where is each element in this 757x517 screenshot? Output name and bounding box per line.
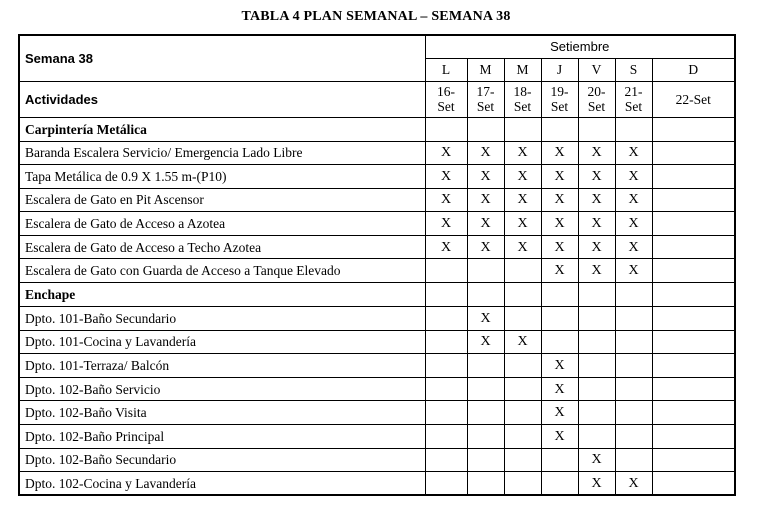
scheduled-mark: X: [578, 141, 615, 165]
empty-cell: [425, 259, 467, 283]
header-row-dates: [19, 81, 735, 117]
scheduled-mark: X: [578, 472, 615, 496]
day-date-top: 17-: [476, 84, 495, 99]
section-title: Carpintería Metálica: [19, 117, 425, 141]
section-title: Enchape: [19, 283, 425, 307]
month-header: Setiembre: [425, 35, 735, 58]
table-row: [19, 425, 735, 449]
day-date-4: [578, 81, 615, 117]
empty-cell: [652, 472, 735, 496]
day-letter-5: S: [615, 58, 652, 81]
empty-cell: [652, 425, 735, 449]
day-date-top: 19-: [550, 84, 569, 99]
empty-cell: [467, 283, 504, 307]
empty-cell: [615, 448, 652, 472]
scheduled-mark: X: [541, 259, 578, 283]
document-title: TABLA 4 PLAN SEMANAL – SEMANA 38: [241, 9, 511, 24]
empty-cell: [425, 354, 467, 378]
scheduled-mark: X: [467, 141, 504, 165]
day-letter-2: M: [504, 58, 541, 81]
empty-cell: [467, 401, 504, 425]
table-row: [19, 330, 735, 354]
empty-cell: [504, 283, 541, 307]
empty-cell: [504, 401, 541, 425]
empty-cell: [652, 377, 735, 401]
activity-name: Dpto. 102-Baño Servicio: [19, 377, 425, 401]
empty-cell: [615, 377, 652, 401]
table-row: [19, 448, 735, 472]
empty-cell: [578, 425, 615, 449]
scheduled-mark: X: [425, 235, 467, 259]
empty-cell: [578, 330, 615, 354]
scheduled-mark: X: [467, 188, 504, 212]
scheduled-mark: X: [541, 401, 578, 425]
empty-cell: [541, 307, 578, 331]
scheduled-mark: X: [541, 212, 578, 236]
scheduled-mark: X: [615, 141, 652, 165]
scheduled-mark: X: [615, 235, 652, 259]
empty-cell: [467, 377, 504, 401]
empty-cell: [541, 448, 578, 472]
empty-cell: [467, 354, 504, 378]
day-date-5: [615, 81, 652, 117]
day-date-0: [425, 81, 467, 117]
activity-name: Escalera de Gato de Acceso a Azotea: [19, 212, 425, 236]
scheduled-mark: X: [578, 212, 615, 236]
empty-cell: [541, 330, 578, 354]
scheduled-mark: X: [504, 188, 541, 212]
day-letter-4: V: [578, 58, 615, 81]
day-date-bottom: Set: [587, 99, 606, 114]
empty-cell: [652, 283, 735, 307]
empty-cell: [541, 117, 578, 141]
empty-cell: [652, 259, 735, 283]
day-date-1: [467, 81, 504, 117]
scheduled-mark: X: [541, 425, 578, 449]
activity-name: Dpto. 102-Baño Secundario: [19, 448, 425, 472]
empty-cell: [652, 235, 735, 259]
scheduled-mark: X: [467, 212, 504, 236]
scheduled-mark: X: [615, 259, 652, 283]
empty-cell: [652, 354, 735, 378]
empty-cell: [578, 307, 615, 331]
table-row: [19, 165, 735, 189]
scheduled-mark: X: [467, 165, 504, 189]
empty-cell: [578, 354, 615, 378]
empty-cell: [425, 117, 467, 141]
empty-cell: [652, 401, 735, 425]
table-row: [19, 188, 735, 212]
scheduled-mark: X: [541, 377, 578, 401]
empty-cell: [652, 330, 735, 354]
empty-cell: [467, 472, 504, 496]
empty-cell: [652, 212, 735, 236]
scheduled-mark: X: [467, 307, 504, 331]
activity-name: Tapa Metálica de 0.9 X 1.55 m-(P10): [19, 165, 425, 189]
scheduled-mark: X: [467, 330, 504, 354]
scheduled-mark: X: [541, 354, 578, 378]
activity-name: Dpto. 102-Baño Principal: [19, 425, 425, 449]
empty-cell: [504, 448, 541, 472]
scheduled-mark: X: [541, 165, 578, 189]
empty-cell: [578, 117, 615, 141]
scheduled-mark: X: [541, 141, 578, 165]
empty-cell: [467, 448, 504, 472]
empty-cell: [504, 307, 541, 331]
scheduled-mark: X: [504, 212, 541, 236]
empty-cell: [541, 283, 578, 307]
day-date-top: 18-: [513, 84, 532, 99]
day-date-bottom: Set: [624, 99, 643, 114]
empty-cell: [652, 141, 735, 165]
activities-header: Actividades: [19, 81, 425, 117]
empty-cell: [504, 425, 541, 449]
empty-cell: [504, 377, 541, 401]
scheduled-mark: X: [504, 235, 541, 259]
empty-cell: [504, 354, 541, 378]
week-label: Semana 38: [19, 35, 425, 81]
activity-name: Escalera de Gato de Acceso a Techo Azotea: [19, 235, 425, 259]
activity-name: Escalera de Gato con Guarda de Acceso a Tanque Elevado: [19, 259, 425, 283]
empty-cell: [615, 330, 652, 354]
scheduled-mark: X: [578, 235, 615, 259]
empty-cell: [578, 401, 615, 425]
scheduled-mark: X: [541, 188, 578, 212]
day-date-3: [541, 81, 578, 117]
day-letter-0: L: [425, 58, 467, 81]
table-row: [19, 377, 735, 401]
empty-cell: [652, 117, 735, 141]
table-row: [19, 259, 735, 283]
empty-cell: [425, 283, 467, 307]
empty-cell: [615, 283, 652, 307]
activity-name: Dpto. 101-Terraza/ Balcón: [19, 354, 425, 378]
empty-cell: [504, 259, 541, 283]
empty-cell: [615, 401, 652, 425]
scheduled-mark: X: [541, 235, 578, 259]
empty-cell: [615, 307, 652, 331]
empty-cell: [504, 117, 541, 141]
table-row: [19, 472, 735, 496]
empty-cell: [467, 425, 504, 449]
empty-cell: [652, 188, 735, 212]
weekly-plan-table: [18, 34, 736, 496]
empty-cell: [425, 425, 467, 449]
table-row: [19, 354, 735, 378]
empty-cell: [652, 307, 735, 331]
scheduled-mark: X: [425, 212, 467, 236]
empty-cell: [541, 472, 578, 496]
scheduled-mark: X: [578, 188, 615, 212]
activity-name: Dpto. 102-Baño Visita: [19, 401, 425, 425]
day-date-2: [504, 81, 541, 117]
scheduled-mark: X: [425, 188, 467, 212]
day-date-bottom: Set: [476, 99, 495, 114]
day-letter-6: D: [652, 58, 735, 81]
activity-name: Dpto. 102-Cocina y Lavandería: [19, 472, 425, 496]
empty-cell: [425, 401, 467, 425]
scheduled-mark: X: [425, 141, 467, 165]
scheduled-mark: X: [615, 188, 652, 212]
empty-cell: [504, 472, 541, 496]
scheduled-mark: X: [425, 165, 467, 189]
empty-cell: [425, 448, 467, 472]
day-date-top: 22-Set: [675, 91, 711, 107]
scheduled-mark: X: [615, 165, 652, 189]
table-row: [19, 307, 735, 331]
day-date-top: 20-: [587, 84, 606, 99]
section-row: [19, 117, 735, 141]
section-row: [19, 283, 735, 307]
table-row: [19, 141, 735, 165]
scheduled-mark: X: [578, 259, 615, 283]
empty-cell: [425, 472, 467, 496]
day-date-bottom: Set: [513, 99, 532, 114]
scheduled-mark: X: [504, 330, 541, 354]
day-date-6: [652, 81, 735, 117]
empty-cell: [578, 377, 615, 401]
day-date-bottom: Set: [550, 99, 569, 114]
table-body: [19, 35, 735, 495]
empty-cell: [615, 425, 652, 449]
empty-cell: [467, 117, 504, 141]
table-row: [19, 401, 735, 425]
scheduled-mark: X: [504, 165, 541, 189]
table-row: [19, 235, 735, 259]
empty-cell: [652, 165, 735, 189]
empty-cell: [467, 259, 504, 283]
empty-cell: [425, 307, 467, 331]
empty-cell: [615, 117, 652, 141]
day-date-bottom: Set: [437, 99, 455, 114]
activity-name: Baranda Escalera Servicio/ Emergencia Lado Libre: [19, 141, 425, 165]
header-row-month: [19, 35, 735, 58]
scheduled-mark: X: [615, 472, 652, 496]
empty-cell: [615, 354, 652, 378]
day-letter-1: M: [467, 58, 504, 81]
day-letter-3: J: [541, 58, 578, 81]
scheduled-mark: X: [467, 235, 504, 259]
activity-name: Escalera de Gato en Pit Ascensor: [19, 188, 425, 212]
scheduled-mark: X: [615, 212, 652, 236]
day-date-top: 21-: [624, 84, 643, 99]
activity-name: Dpto. 101-Baño Secundario: [19, 307, 425, 331]
table-row: [19, 212, 735, 236]
empty-cell: [652, 448, 735, 472]
activity-name: Dpto. 101-Cocina y Lavandería: [19, 330, 425, 354]
scheduled-mark: X: [504, 141, 541, 165]
scheduled-mark: X: [578, 448, 615, 472]
empty-cell: [425, 330, 467, 354]
empty-cell: [578, 283, 615, 307]
empty-cell: [425, 377, 467, 401]
day-date-top: 16-: [437, 84, 455, 99]
scheduled-mark: X: [578, 165, 615, 189]
